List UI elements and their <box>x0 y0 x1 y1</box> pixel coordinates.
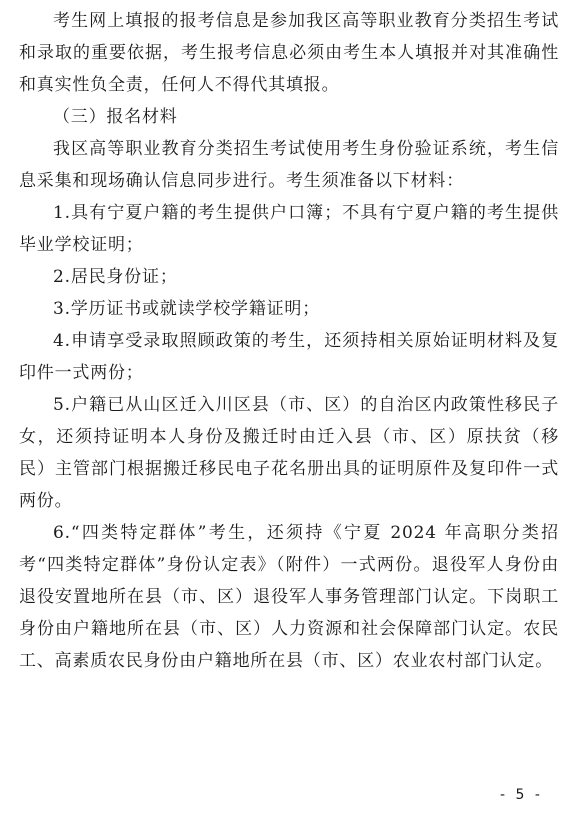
section-heading-materials: （三）报名材料 <box>53 107 178 127</box>
document-body <box>19 5 559 677</box>
list-item-4: 4.申请享受录取照顾政策的考生，还须持相关原始证明材料及复印件一式两份； <box>19 331 559 383</box>
list-item-5: 5.户籍已从山区迁入川区县（市、区）的自治区内政策性移民子女，还须持证明本人身份及搬迁时由迁入县（市、区）原扶贫（移民）主管部门根据搬迁移民电子花名册出具的证明原件及复印件一式两份。 <box>19 395 559 511</box>
list-item-2: 2.居民身份证； <box>53 267 178 287</box>
list-item-3: 3.学历证书或就读学校学籍证明； <box>53 299 321 319</box>
list-item-1: 1.具有宁夏户籍的考生提供户口簿；不具有宁夏户籍的考生提供毕业学校证明； <box>19 203 559 255</box>
list-item-6: 6.“四类特定群体”考生，还须持《宁夏 2024 年高职分类招考“四类特定群体”身份认定表》（附件）一式两份。退役军人身份由退役安置地所在县（市、区）退役军人事务管理部门认定。下岗职工身份由户籍地所在县（市、区）人力资源和社会保障部门认定。农民工、高素质农民身份由户籍地所在县（市、区）农业农村部门认定。 <box>19 523 559 671</box>
paragraph-registration-info: 考生网上填报的报考信息是参加我区高等职业教育分类招生考试和录取的重要依据，考生报考信息必须由考生本人填报并对其准确性和真实性负全责，任何人不得代其填报。 <box>19 11 559 95</box>
paragraph-materials-intro: 我区高等职业教育分类招生考试使用考生身份验证系统，考生信息采集和现场确认信息同步进行。考生须准备以下材料： <box>19 139 559 191</box>
page-number: - 5 - <box>500 787 543 803</box>
